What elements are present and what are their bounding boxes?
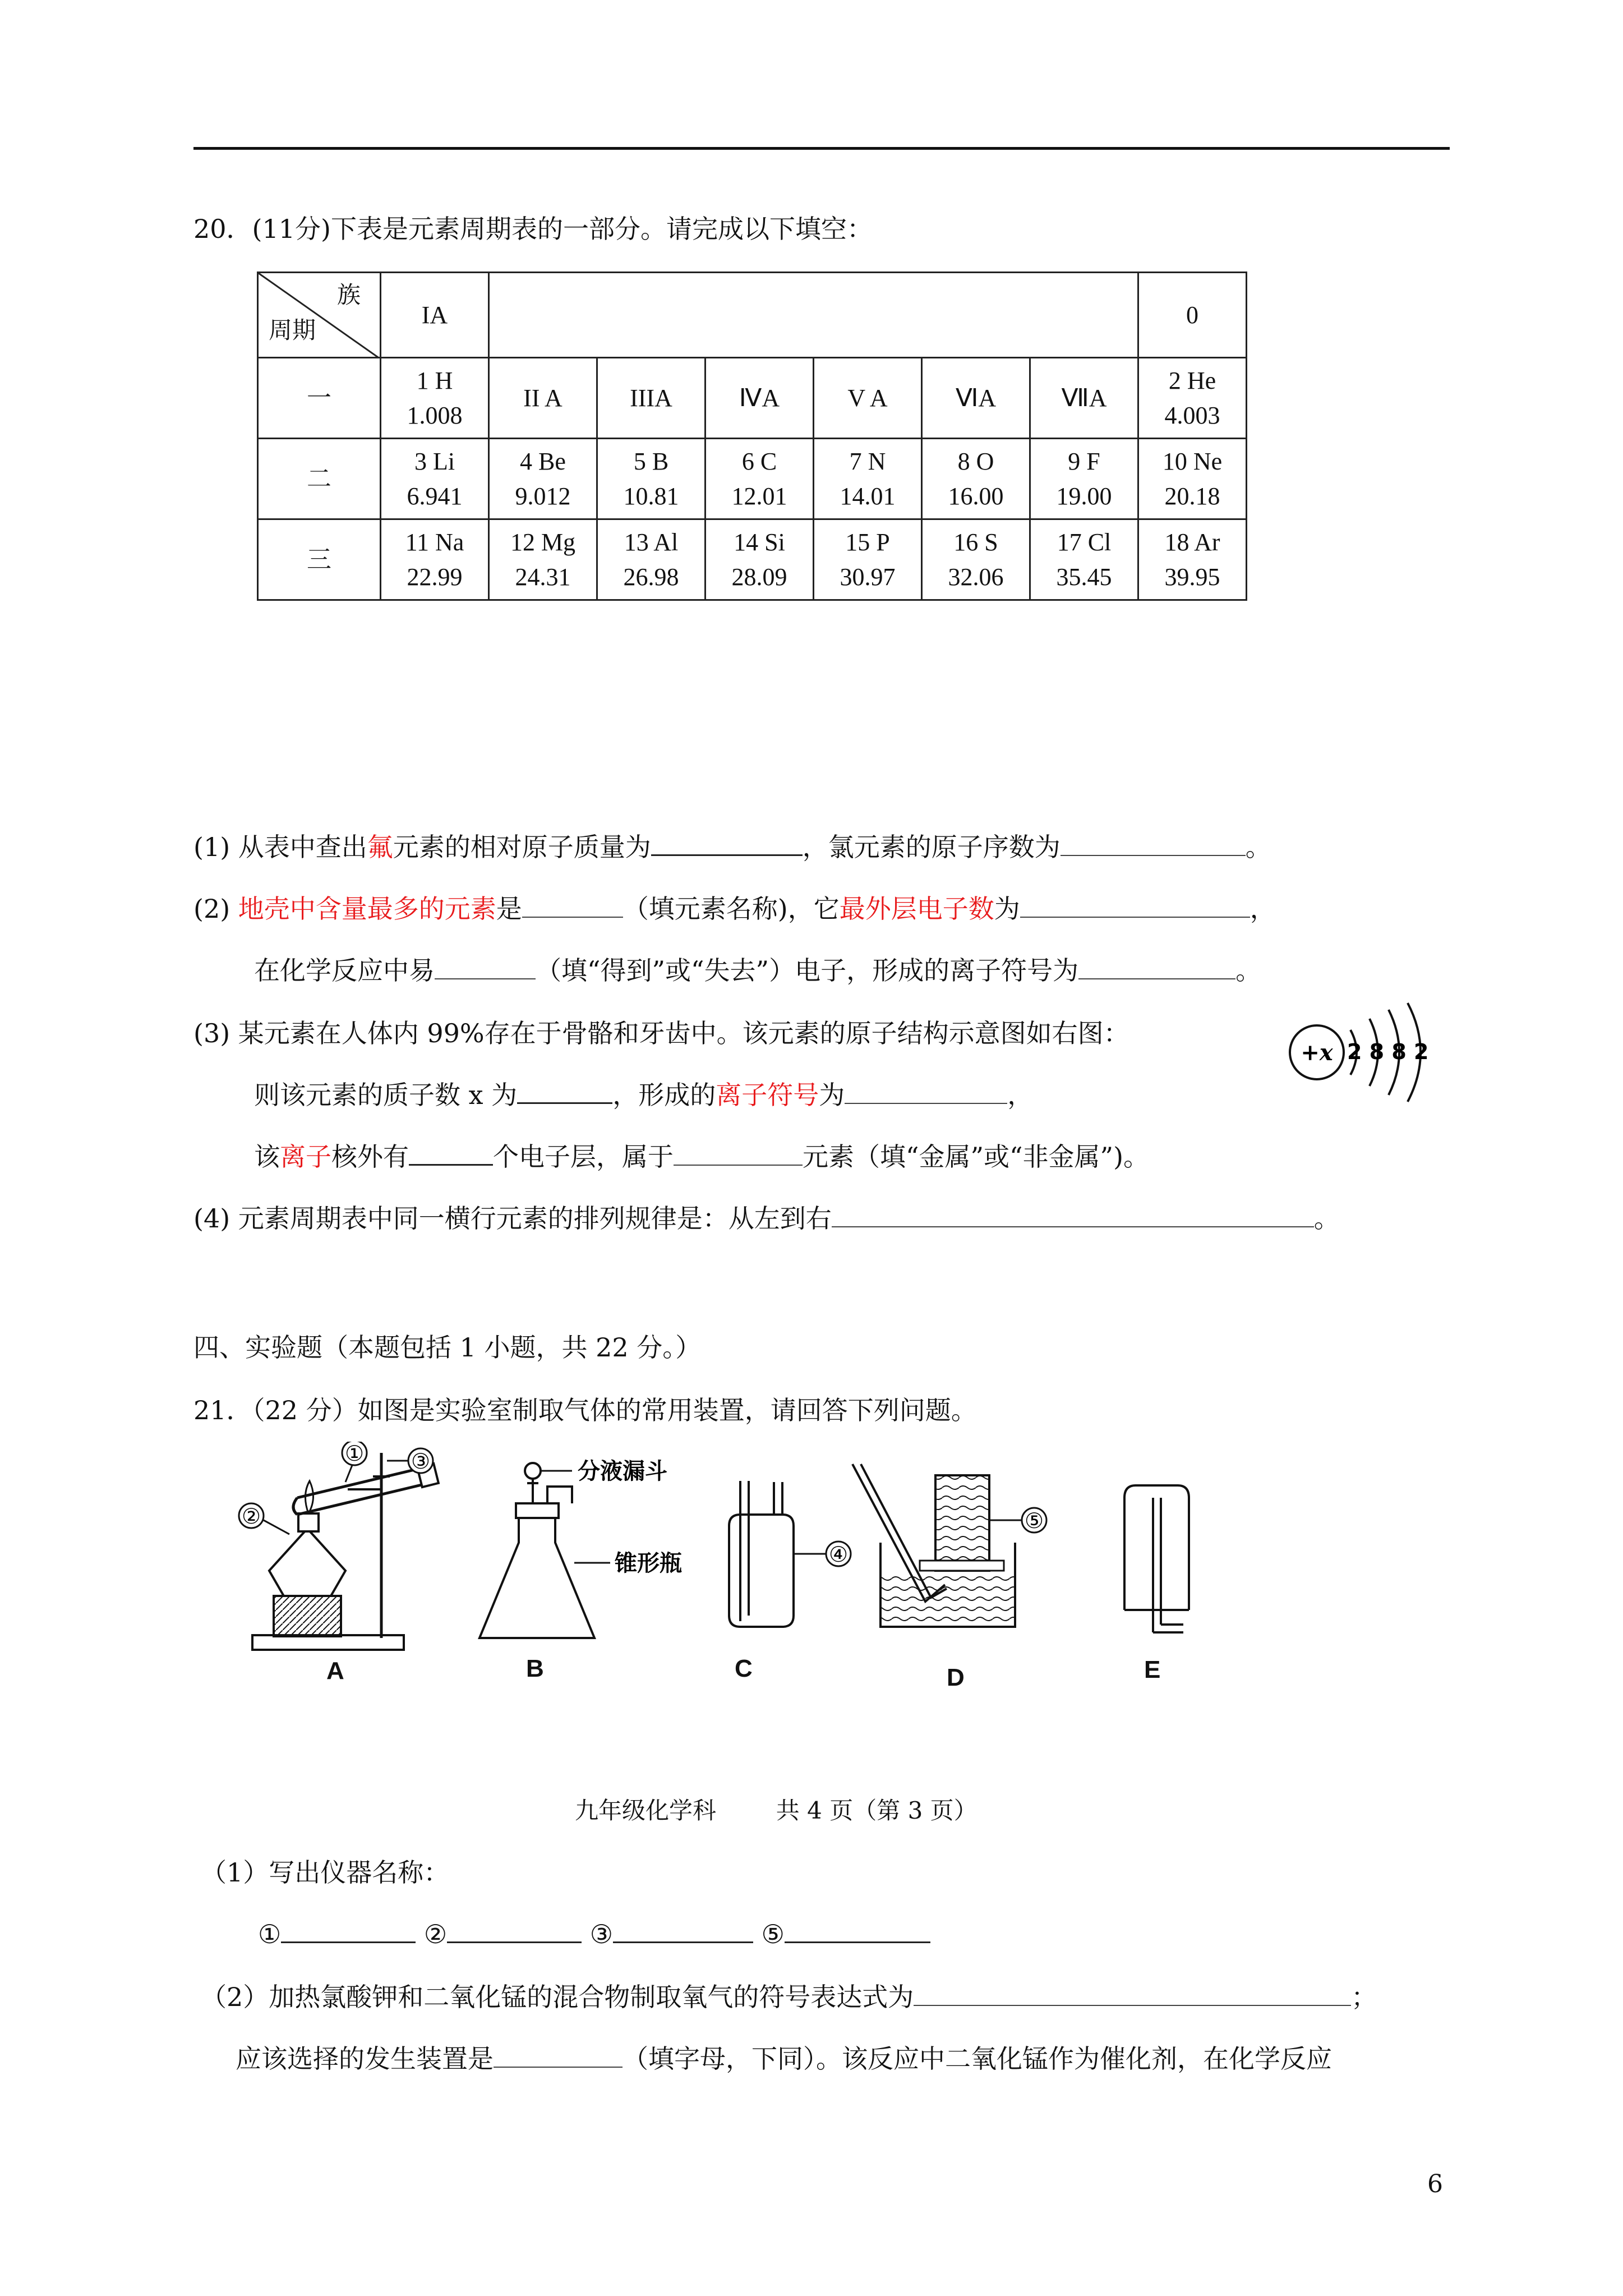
q21-part1: （1）写出仪器名称：: [201, 1857, 450, 1888]
q21-part2: （2）加热氯酸钾和二氧化锰的混合物制取氧气的符号表达式为 ；: [201, 1982, 1377, 2012]
answer-blank[interactable]: [1061, 832, 1246, 856]
answer-blank[interactable]: [785, 1919, 930, 1943]
answer-blank[interactable]: [447, 1919, 582, 1943]
apparatus-D: [852, 1464, 1046, 1627]
group-0-header: 0: [1138, 273, 1247, 358]
element-cell: 8 O 16.00: [922, 439, 1030, 519]
element-cell: 14 Si 28.09: [706, 519, 814, 600]
q20-part3-cont1: 则该元素的质子数 x 为 ，形成的离子符号为 ，: [254, 1080, 1034, 1110]
answer-blank[interactable]: [522, 894, 623, 918]
q20-part2-cont: 在化学反应中易 （填“得到”或“失去”）电子，形成的离子符号为 。: [254, 955, 1262, 986]
answer-blank[interactable]: [435, 956, 536, 979]
table-corner-header: [258, 273, 381, 358]
label-c5: ⑤: [1024, 1508, 1044, 1533]
answer-blank[interactable]: [914, 1982, 1351, 2006]
answer-blank[interactable]: [651, 832, 803, 856]
label-c4: ④: [828, 1542, 849, 1567]
answer-blank[interactable]: [494, 2044, 623, 2068]
element-cell: 3 Li 6.941: [381, 439, 489, 519]
apparatus-C: [729, 1481, 851, 1627]
q20-part3: (3) 某元素在人体内 99%存在于骨骼和牙齿中。该元素的原子结构示意图如右图：: [193, 1018, 1129, 1048]
element-cell: 4 Be 9.012: [489, 439, 597, 519]
apparatus-A: [239, 1442, 439, 1650]
group-cell: V A: [814, 358, 922, 439]
element-cell: 10 Ne 20.18: [1138, 439, 1247, 519]
answer-blank[interactable]: [1020, 894, 1250, 918]
element-cell: 1 H 1.008: [381, 358, 489, 439]
apparatus-E: [1124, 1485, 1189, 1632]
periodic-table: [257, 272, 1247, 601]
label-c1: ①: [344, 1442, 365, 1466]
q20-title: 20．(11分)下表是元素周期表的一部分。请完成以下填空：: [193, 214, 873, 244]
apparatus-B: [479, 1458, 682, 1638]
exam-footer: 九年级化学科 共 4 页（第 3 页）: [575, 1797, 978, 1824]
group-cell: ⅣA: [706, 358, 814, 439]
group-cell: II A: [489, 358, 597, 439]
header-rule: [193, 147, 1450, 150]
q20-part2: (2) 地壳中含量最多的元素是 （填元素名称)，它最外层电子数为 ，: [193, 894, 1276, 924]
section-4-heading: 四、实验题（本题包括 1 小题，共 22 分。）: [193, 1332, 702, 1363]
group-cell: ⅦA: [1030, 358, 1138, 439]
apparatus-label-C: C: [735, 1655, 753, 1682]
atom-structure-diagram: [1284, 999, 1447, 1105]
element-cell: 6 C 12.01: [706, 439, 814, 519]
label-flask: 锥形瓶: [615, 1550, 682, 1576]
answer-blank[interactable]: [409, 1142, 493, 1166]
period-label: 二: [258, 439, 381, 519]
q20-part1: (1) 从表中查出氟元素的相对原子质量为 ，氯元素的原子序数为 。: [193, 832, 1271, 862]
q20-part3-cont2: 该离子核外有 个电子层，属于 元素（填“金属”或“非金属”)。: [254, 1142, 1150, 1172]
element-cell: 16 S 32.06: [922, 519, 1030, 600]
period-3-row: [258, 519, 1247, 600]
element-cell: 17 Cl 35.45: [1030, 519, 1138, 600]
apparatus-label-E: E: [1144, 1656, 1161, 1683]
group-IA-header: IA: [381, 273, 489, 358]
period-2-row: [258, 439, 1247, 519]
answer-blank[interactable]: [281, 1919, 416, 1943]
q21-part1-blanks: ① ② ③ ⑤: [258, 1917, 930, 1951]
element-cell: 9 F 19.00: [1030, 439, 1138, 519]
period-label: 一: [258, 358, 381, 439]
header-period: 周期: [269, 316, 316, 344]
element-cell: 7 N 14.01: [814, 439, 922, 519]
page-number: 6: [1427, 2170, 1443, 2198]
period-label: 三: [258, 519, 381, 600]
label-funnel: 分液漏斗: [578, 1458, 667, 1484]
group-cell: ⅥA: [922, 358, 1030, 439]
apparatus-label-A: A: [326, 1657, 344, 1685]
header-group: 族: [336, 281, 361, 309]
element-cell: 5 B 10.81: [597, 439, 706, 519]
answer-blank[interactable]: [674, 1142, 803, 1166]
element-cell: 13 Al 26.98: [597, 519, 706, 600]
q20-part4: (4) 元素周期表中同一横行元素的排列规律是：从左到右 。: [193, 1203, 1340, 1234]
answer-blank[interactable]: [845, 1080, 1007, 1104]
shell-electrons: 2 8 8 2: [1347, 1039, 1429, 1064]
nucleus-label: +x: [1301, 1039, 1333, 1066]
answer-blank[interactable]: [832, 1204, 1314, 1227]
q21-part2-cont: 应该选择的发生装置是 （填字母，下同）。该反应中二氧化锰作为催化剂，在化学反应: [236, 2044, 1332, 2074]
element-cell: 12 Mg 24.31: [489, 519, 597, 600]
answer-blank[interactable]: [517, 1080, 612, 1104]
header-blank: [489, 273, 1138, 358]
apparatus-label-B: B: [526, 1655, 544, 1682]
label-c2: ②: [241, 1504, 261, 1529]
answer-blank[interactable]: [613, 1919, 753, 1943]
answer-blank[interactable]: [1078, 956, 1235, 979]
group-cell: IIIA: [597, 358, 706, 439]
apparatus-label-D: D: [947, 1664, 965, 1691]
period-1-row: [258, 358, 1247, 439]
q21-title: 21．（22 分）如图是实验室制取气体的常用装置，请回答下列问题。: [193, 1395, 977, 1425]
label-c3: ③: [411, 1449, 431, 1474]
element-cell: 2 He 4.003: [1138, 358, 1247, 439]
element-cell: 11 Na 22.99: [381, 519, 489, 600]
element-cell: 15 P 30.97: [814, 519, 922, 600]
element-cell: 18 Ar 39.95: [1138, 519, 1247, 600]
